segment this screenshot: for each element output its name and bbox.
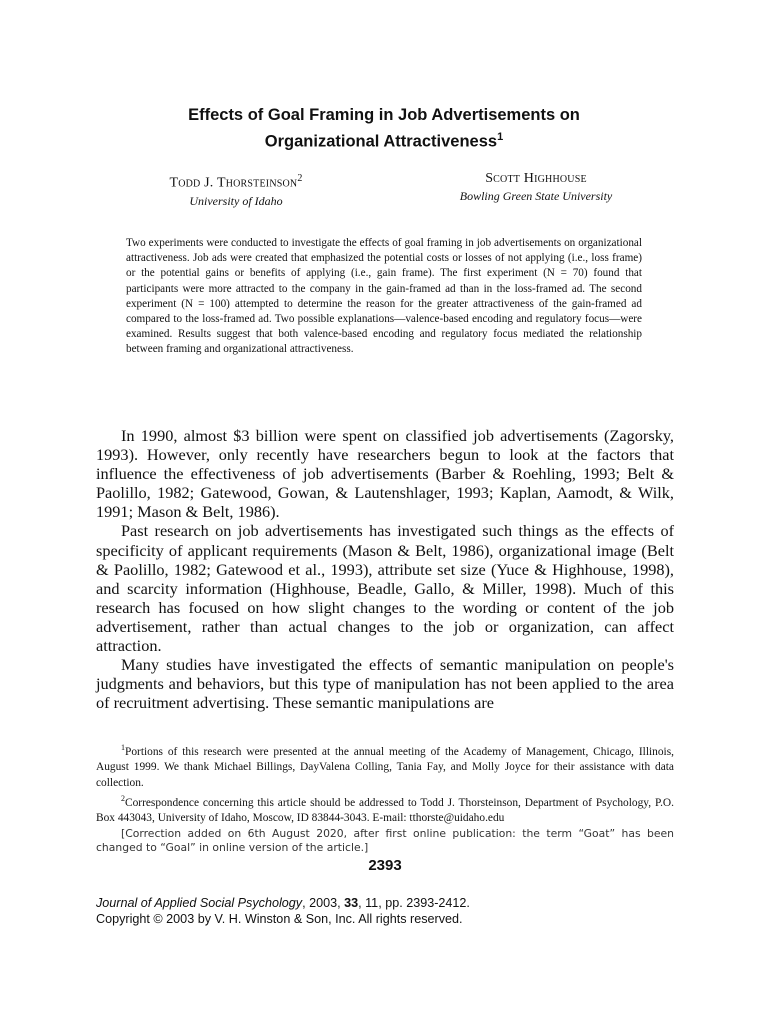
footnote-1 xyxy=(96,740,674,791)
footnote-2 xyxy=(96,791,674,827)
author-2-name-line xyxy=(420,170,652,188)
title-line-2 xyxy=(96,126,672,153)
journal-citation xyxy=(96,895,674,927)
footnote-2-text: Correspondence concerning this article should be addressed to Todd J. Thorsteinson, Department of Psychology, P.O. Box 443043, University of Idaho, Moscow, ID 83844-3043. E-mail: tthorste@uidaho.edu xyxy=(96,796,674,825)
author-1-name-line xyxy=(120,170,352,193)
title-line-1: Effects of Goal Framing in Job Advertisements on xyxy=(188,106,580,124)
journal-year: 2003 xyxy=(309,896,338,910)
correction-note: [Correction added on 6th August 2020, after first online publication: the term “Goat” has been changed to “Goal” in online version of the article.] xyxy=(96,826,674,854)
title-footnote-mark: 1 xyxy=(497,131,504,143)
body-text xyxy=(96,426,674,712)
abstract: Two experiments were conducted to investigate the effects of goal framing in job advertisements on organizational attractiveness. Job ads were created that emphasized the potential costs or losses of not applying (i.e., loss frame) or the potential gains or benefits of applying (i.e., gain frame). The first experiment (N = 70) found that participants were more attracted to the company in the gain-framed ad than in the loss-framed ad. The second experiment (N = 100) attempted to determine the reason for the greater attractiveness of the gain-framed ad compared to the loss-framed ad. Two possible explanations—valence-based encoding and regulatory focus—were examined. Results suggest that both valence-based encoding and regulatory focus mediated the relationship between framing and organizational attractiveness. xyxy=(126,237,642,356)
journal-name: Journal of Applied Social Psychology xyxy=(96,896,303,910)
body-paragraph-1: In 1990, almost $3 billion were spent on classified job advertisements (Zagorsky, 1993). However, only recently have researchers begun to look at the factors that influence the effectiveness of job advertisements (Barber & Roehling, 1993; Belt & Paolillo, 1982; Gatewood, Gowan, & Lautenshlager, 1993; Kaplan, Aamodt, & Wilk, 1991; Mason & Belt, 1986). xyxy=(96,426,674,522)
footnote-1-mark: 1 xyxy=(121,743,125,752)
author-2 xyxy=(420,170,652,204)
author-2-name: Scott Highhouse xyxy=(485,171,587,186)
journal-volume: 33 xyxy=(344,896,359,910)
author-1-footnote-mark: 2 xyxy=(297,173,303,184)
journal-citation-line: Journal of Applied Social Psychology, 2003, 33, 11, pp. 2393-2412. xyxy=(96,896,470,910)
journal-pages: pp. 2393-2412. xyxy=(385,896,470,910)
title-line-2-text: Organizational Attractiveness xyxy=(264,132,498,151)
journal-issue: 11 xyxy=(365,896,379,910)
author-2-affiliation: Bowling Green State University xyxy=(459,189,613,203)
body-paragraph-2: Past research on job advertisements has investigated such things as the effects of specificity of applicant requirements (Mason & Belt, 1986), organizational image (Belt & Paolillo, 1982; Gatewood et al., 1993), attribute set size (Yuce & Highhouse, 1998), and scarcity information (Highhouse, Beadle, Gallo, & Miller, 1998). Much of this research has focused on how slight changes to the wording or content of the job advertisement, rather than actual changes to the job or organization, can affect attraction. xyxy=(96,521,674,656)
body-paragraph-3: Many studies have investigated the effects of semantic manipulation on people's judgments and behaviors, but this type of manipulation has not been applied to the area of recruitment advertising. These semantic manipulations are xyxy=(96,655,674,713)
author-1 xyxy=(120,170,352,209)
footnotes xyxy=(96,740,674,855)
article-title xyxy=(96,104,672,153)
author-1-name: Todd J. Thorsteinson xyxy=(169,175,298,191)
author-1-affiliation: University of Idaho xyxy=(189,193,283,208)
footnote-1-text: Portions of this research were presented at the annual meeting of the Academy of Management, Chicago, Illinois, August 1999. We thank Michael Billings, DayValena Colling, Tania Fay, and Molly Joyce for their assistance with data collection. xyxy=(96,745,674,789)
page-number: 2393 xyxy=(368,857,402,874)
copyright-line: Copyright © 2003 by V. H. Winston & Son, Inc. All rights reserved. xyxy=(96,912,463,926)
footnote-2-mark: 2 xyxy=(121,794,125,804)
